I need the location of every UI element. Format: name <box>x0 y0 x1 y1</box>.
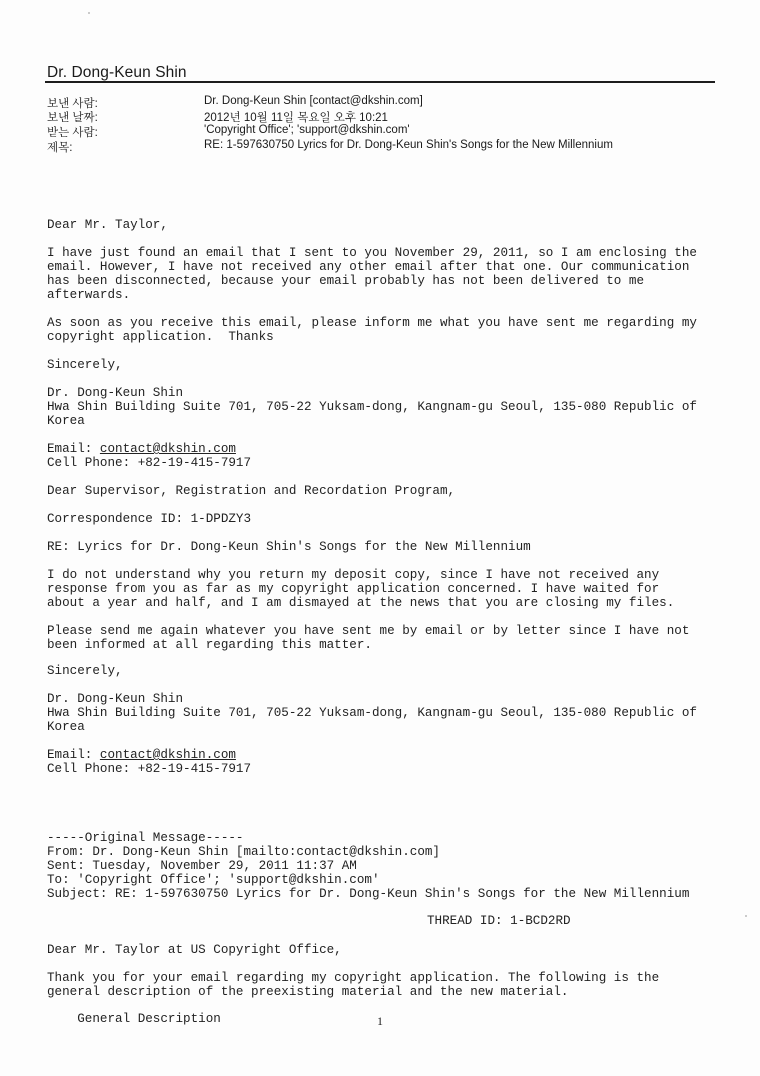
paragraph-line: response from you as far as my copyright application concerned. I have waited for <box>47 582 660 596</box>
sent-label: 보낸 날짜: <box>47 112 98 124</box>
signature-address-line: Korea <box>47 720 85 734</box>
sent-value: 2012년 10월 11일 목요일 오후 10:21 <box>204 112 388 124</box>
signature-address-line: Hwa Shin Building Suite 701, 705-22 Yuksam-dong, Kangnam-gu Seoul, 135-080 Republic of <box>47 706 697 720</box>
closing-2: Sincerely, <box>47 664 123 678</box>
paragraph-line: about a year and half, and I am dismayed at the news that you are closing my files. <box>47 596 675 610</box>
signature-name-2: Dr. Dong-Keun Shin <box>47 692 184 706</box>
from-value: Dr. Dong-Keun Shin [contact@dkshin.com] <box>204 95 423 107</box>
closing-1: Sincerely, <box>47 358 123 372</box>
email-line-2 <box>47 748 236 762</box>
greeting-2: Dear Supervisor, Registration and Recordation Program, <box>47 484 456 498</box>
from-label: 보낸 사람: <box>47 98 98 110</box>
paragraph-line: Please send me again whatever you have sent me by email or by letter since I have not <box>47 624 690 638</box>
paragraph-line: I have just found an email that I sent to you November 29, 2011, so I am enclosing the <box>47 246 697 260</box>
thread-id: THREAD ID: 1-BCD2RD <box>427 914 571 928</box>
signature-name-1: Dr. Dong-Keun Shin <box>47 386 184 400</box>
phone-line-1: Cell Phone: +82-19-415-7917 <box>47 456 252 470</box>
paragraph-line: email. However, I have not received any other email after that one. Our communication <box>47 260 690 274</box>
greeting-3: Dear Mr. Taylor at US Copyright Office, <box>47 943 342 957</box>
paragraph-line: been informed at all regarding this matter. <box>47 638 372 652</box>
scan-speck <box>88 12 90 14</box>
greeting-1: Dear Mr. Taylor, <box>47 218 168 232</box>
original-from: From: Dr. Dong-Keun Shin [mailto:contact@dkshin.com] <box>47 845 440 859</box>
to-value: 'Copyright Office'; 'support@dkshin.com' <box>204 124 410 136</box>
email-link[interactable]: contact@dkshin.com <box>99 748 236 762</box>
header-rule <box>45 81 715 83</box>
subject-label: 제목: <box>47 142 73 154</box>
sender-name-heading: Dr. Dong-Keun Shin <box>47 64 187 81</box>
email-label: Email: <box>47 748 100 762</box>
correspondence-id: Correspondence ID: 1-DPDZY3 <box>47 512 252 526</box>
paragraph-line: Thank you for your email regarding my copyright application. The following is the <box>47 971 660 985</box>
email-line-1 <box>47 442 236 456</box>
phone-line-2: Cell Phone: +82-19-415-7917 <box>47 762 252 776</box>
paragraph-line: I do not understand why you return my deposit copy, since I have not received any <box>47 568 660 582</box>
email-label: Email: <box>47 442 100 456</box>
email-link[interactable]: contact@dkshin.com <box>99 442 236 456</box>
paragraph-line: copyright application. Thanks <box>47 330 274 344</box>
page-number: 1 <box>377 1014 383 1028</box>
original-subject: Subject: RE: 1-597630750 Lyrics for Dr. Dong-Keun Shin's Songs for the New Millennium <box>47 887 690 901</box>
signature-address-line: Hwa Shin Building Suite 701, 705-22 Yuksam-dong, Kangnam-gu Seoul, 135-080 Republic of <box>47 400 697 414</box>
scan-speck <box>745 915 747 917</box>
paragraph-line: As soon as you receive this email, please inform me what you have sent me regarding my <box>47 316 697 330</box>
original-to: To: 'Copyright Office'; 'support@dkshin.com' <box>47 873 380 887</box>
signature-address-line: Korea <box>47 414 85 428</box>
original-message-divider: -----Original Message----- <box>47 831 244 845</box>
section-heading: General Description <box>47 1012 221 1026</box>
subject-value: RE: 1-597630750 Lyrics for Dr. Dong-Keun Shin's Songs for the New Millennium <box>204 139 613 151</box>
paragraph-line: has been disconnected, because your email probably has not been delivered to me <box>47 274 645 288</box>
original-sent: Sent: Tuesday, November 29, 2011 11:37 AM <box>47 859 357 873</box>
to-label: 받는 사람: <box>47 127 98 139</box>
paragraph-line: afterwards. <box>47 288 131 302</box>
re-line: RE: Lyrics for Dr. Dong-Keun Shin's Songs for the New Millennium <box>47 540 531 554</box>
paragraph-line: general description of the preexisting material and the new material. <box>47 985 569 999</box>
